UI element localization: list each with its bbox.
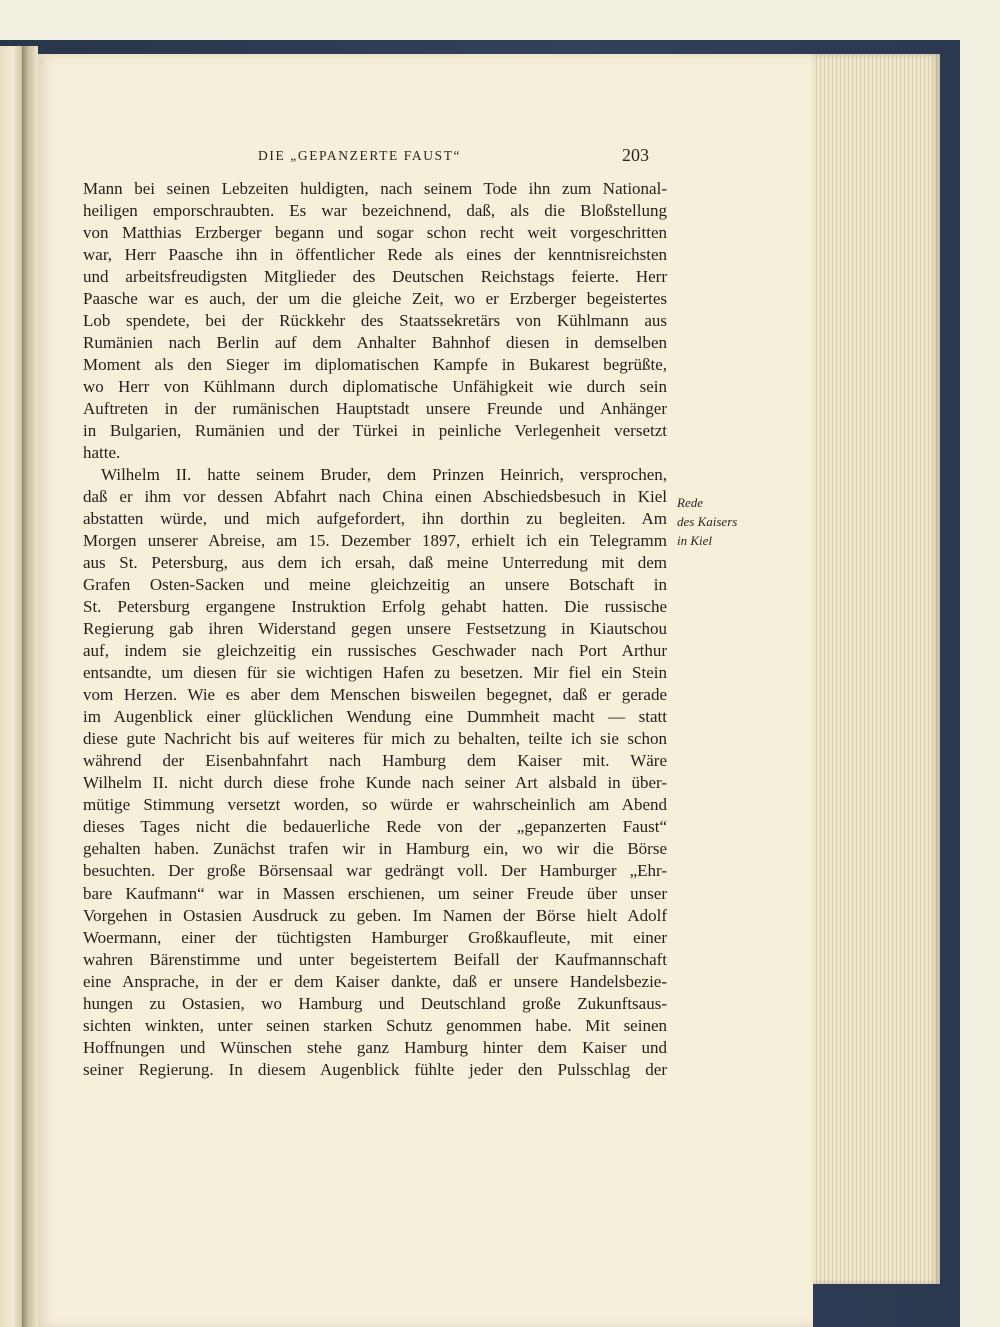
text-line: Lob spendete, bei der Rückkehr des Staatssekretärs von Kühlmann aus — [83, 311, 667, 331]
text-line: vom Herzen. Wie es aber dem Menschen bisweilen begegnet, daß er gerade — [83, 685, 667, 705]
text-line: St. Petersburg ergangene Instruktion Erfolg gehabt hatten. Die russische — [83, 597, 667, 617]
text-line: hatte. — [83, 443, 121, 463]
text-line: eine Ansprache, in der er dem Kaiser dankte, daß er unsere Handelsbezie- — [83, 971, 667, 991]
text-line: Moment als den Sieger im diplomatischen Kampfe in Bukarest begrüßte, — [83, 355, 667, 375]
text-line: Paasche war es auch, der um die gleiche Zeit, wo er Erzberger begeistertes — [83, 289, 667, 309]
running-head: DIE „GEPANZERTE FAUST“ — [258, 148, 462, 163]
text-line: entsandte, um diesen für sie wichtigen Hafen zu besetzen. Mir fiel ein Stein — [83, 663, 667, 683]
text-line: gehalten haben. Zunächst trafen wir in Hamburg ein, wo wir die Börse — [83, 839, 667, 859]
page-edges — [813, 54, 940, 1284]
text-line: heiligen emporschraubten. Es war bezeichnend, daß, als die Bloßstellung — [83, 201, 667, 221]
text-line: Auftreten in der rumänischen Hauptstadt unsere Freunde und Anhänger — [83, 399, 667, 419]
page-number: 203 — [622, 145, 649, 165]
text-line: Vorgehen in Ostasien Ausdruck zu geben. Im Namen der Börse hielt Adolf — [83, 905, 667, 925]
text-line: Grafen Osten-Sacken und meine gleichzeitig an unsere Botschaft in — [83, 575, 667, 595]
left-page-edge — [0, 46, 22, 1327]
text-line: Morgen unserer Abreise, am 15. Dezember 1897, erhielt ich ein Telegramm — [83, 531, 667, 551]
text-line: Rumänien nach Berlin auf dem Anhalter Bahnhof diesen in demselben — [83, 333, 667, 353]
text-line: daß er ihm vor dessen Abfahrt nach China einen Abschiedsbesuch in Kiel — [83, 487, 667, 507]
text-line: Wilhelm II. hatte seinem Bruder, dem Prinzen Heinrich, versprochen, — [101, 465, 667, 485]
text-line: während der Eisenbahnfahrt nach Hamburg dem Kaiser mit. Wäre — [83, 751, 667, 771]
margin-note-line: Rede — [677, 495, 703, 510]
text-line: dieses Tages nicht die bedauerliche Rede von der „gepanzerten Faust“ — [83, 817, 667, 837]
text-line: sichten winkten, unter seinen starken Schutz genommen habe. Mit seinen — [83, 1015, 667, 1035]
margin-note-line: des Kaisers — [677, 514, 738, 529]
text-line: von Matthias Erzberger begann und sogar schon recht weit vorgeschritten — [83, 223, 667, 243]
margin-note — [677, 493, 737, 550]
text-line: bare Kaufmann“ war in Massen erschienen, um seiner Freude über unser — [83, 883, 667, 903]
text-line: abstatten würde, und mich aufgefordert, ihn dorthin zu begleiten. Am — [83, 509, 667, 529]
text-line: Mann bei seinen Lebzeiten huldigten, nach seinem Tode ihn zum National- — [83, 179, 667, 198]
text-line: hungen zu Ostasien, wo Hamburg und Deutschland große Zukunftsaus- — [83, 993, 667, 1013]
text-line: Woermann, einer der tüchtigsten Hamburger Großkaufleute, mit einer — [83, 927, 667, 947]
text-line: Regierung gab ihren Widerstand gegen unsere Festsetzung in Kiautschou — [83, 619, 667, 639]
text-line: diese gute Nachricht bis auf weiteres für mich zu behalten, teilte ich sie schon — [83, 729, 667, 749]
margin-note-line: in Kiel — [677, 533, 713, 548]
text-line: in Bulgarien, Rumänien und der Türkei in peinliche Verlegenheit versetzt — [83, 421, 667, 441]
text-line: wo Herr von Kühlmann durch diplomatische Unfähigkeit wie durch sein — [83, 377, 667, 397]
text-line: aus St. Petersburg, aus dem ich ersah, daß meine Unterredung mit dem — [83, 553, 667, 573]
text-line: und arbeitsfreudigsten Mitglieder des Deutschen Reichstags feierte. Herr — [83, 267, 667, 287]
text-line: mütige Stimmung versetzt worden, so würde er wahrscheinlich am Abend — [83, 795, 667, 815]
text-line: Hoffnungen und Wünschen stehe ganz Hamburg hinter dem Kaiser und — [83, 1037, 667, 1057]
text-line: besuchten. Der große Börsensaal war gedrängt voll. Der Hamburger „Ehr- — [83, 861, 667, 881]
body-text — [83, 178, 667, 1081]
text-line: seiner Regierung. In diesem Augenblick fühlte jeder den Pulsschlag der — [83, 1059, 667, 1079]
book-gutter — [22, 46, 38, 1327]
text-line: im Augenblick einer glücklichen Wendung eine Dummheit macht — statt — [83, 707, 667, 727]
text-line: war, Herr Paasche ihn in öffentlicher Rede als eines der kenntnisreichsten — [83, 245, 667, 265]
text-line: Wilhelm II. nicht durch diese frohe Kunde nach seiner Art alsbald in über- — [83, 773, 667, 793]
text-line: auf, indem sie gleichzeitig ein russisches Geschwader nach Port Arthur — [83, 641, 667, 661]
text-line: wahren Bärenstimme und unter begeistertem Beifall der Kaufmannschaft — [83, 949, 667, 969]
